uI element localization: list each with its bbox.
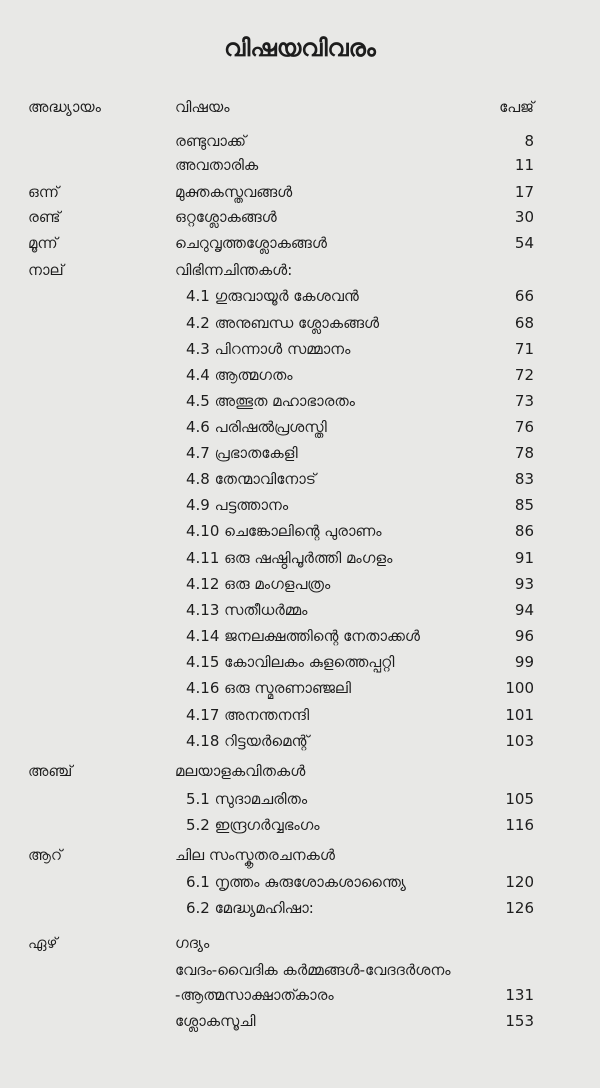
chapter-column-header: അദ്ധ്യായം	[28, 98, 101, 116]
toc-page-number: 8	[524, 132, 534, 150]
toc-title: ഒറ്റശ്ലോകങ്ങൾ	[175, 208, 277, 226]
toc-row	[0, 549, 600, 573]
toc-page-number: 101	[505, 706, 534, 724]
toc-title: ഗദ്യം	[175, 934, 210, 952]
toc-row	[0, 873, 600, 897]
toc-row	[0, 314, 600, 338]
toc-page-number: 66	[514, 287, 534, 305]
toc-page-number: 131	[505, 986, 534, 1004]
toc-row	[0, 575, 600, 599]
page-column-header: പേജ്	[499, 98, 534, 116]
toc-title: 4.18 റിട്ടയർമെന്റ്	[186, 732, 310, 750]
toc-title: 4.8 തേന്മാവിനോട്	[186, 470, 316, 488]
toc-title: 4.12 ഒരു മംഗളപത്രം	[186, 575, 331, 593]
toc-chapter: ഏഴ്	[28, 934, 58, 952]
toc-page-number: 153	[505, 1012, 534, 1030]
toc-title: 4.14 ജനലക്ഷത്തിന്റെ നേതാക്കൾ	[186, 627, 420, 645]
toc-row	[0, 340, 600, 364]
toc-page-number: 99	[514, 653, 534, 671]
toc-row	[0, 1012, 600, 1036]
toc-title: 4.2 അനുബന്ധ ശ്ലോകങ്ങൾ	[186, 314, 380, 332]
toc-row	[0, 653, 600, 677]
toc-row	[0, 156, 600, 180]
toc-row	[0, 496, 600, 520]
toc-title: 6.1 നൃത്തം കുരുശോകശാന്ത്യൈ	[186, 873, 406, 891]
toc-row	[0, 444, 600, 468]
toc-row	[0, 366, 600, 390]
toc-page-number: 54	[514, 234, 534, 252]
toc-chapter: മൂന്ന്	[28, 234, 58, 252]
toc-page-number: 76	[514, 418, 534, 436]
toc-row	[0, 208, 600, 232]
toc-title: 4.15 കോവിലകം കുളത്തെപ്പറ്റി	[186, 653, 395, 671]
toc-row	[0, 986, 600, 1010]
toc-page-number: 126	[505, 899, 534, 917]
toc-page-number: 86	[514, 522, 534, 540]
toc-row	[0, 601, 600, 625]
toc-title: 5.2 ഇന്ദ്രഗർവ്വഭംഗം	[186, 816, 320, 834]
toc-title: മലയാളകവിതകൾ	[175, 762, 306, 780]
toc-row	[0, 132, 600, 156]
toc-page-number: 105	[505, 790, 534, 808]
toc-page-number: 93	[514, 575, 534, 593]
toc-page-number: 71	[514, 340, 534, 358]
toc-title: 4.16 ഒരു സ്മരണാഞ്ജലി	[186, 679, 351, 697]
toc-row	[0, 846, 600, 870]
toc-row	[0, 261, 600, 285]
toc-row	[0, 287, 600, 311]
toc-row	[0, 183, 600, 207]
toc-page-number: 94	[514, 601, 534, 619]
subject-column-header: വിഷയം	[175, 98, 230, 116]
toc-page-number: 11	[514, 156, 534, 174]
toc-row	[0, 706, 600, 730]
toc-title: രണ്ടുവാക്ക്	[175, 132, 247, 150]
toc-row	[0, 470, 600, 494]
toc-title: വേദം-വൈദിക കർമ്മങ്ങൾ-വേദദർശനം	[175, 961, 451, 979]
toc-title: 4.3 പിറന്നാൾ സമ്മാനം	[186, 340, 351, 358]
toc-chapter: ആറ്	[28, 846, 63, 864]
toc-title: വിഭിന്നചിന്തകൾ:	[175, 261, 293, 279]
toc-row	[0, 522, 600, 546]
toc-page-number: 30	[514, 208, 534, 226]
toc-row	[0, 234, 600, 258]
toc-title: ചില സംസ്കൃതരചനകൾ	[175, 846, 335, 864]
toc-page-number: 120	[505, 873, 534, 891]
toc-row	[0, 418, 600, 442]
toc-page-number: 78	[514, 444, 534, 462]
toc-row	[0, 732, 600, 756]
toc-page-number: 17	[514, 183, 534, 201]
toc-page-number: 100	[505, 679, 534, 697]
toc-title: -ആത്മസാക്ഷാത്കാരം	[175, 986, 334, 1004]
toc-row	[0, 899, 600, 923]
toc-title: 4.11 ഒരു ഷഷ്ഠിപൂർത്തി മംഗളം	[186, 549, 393, 567]
toc-row	[0, 392, 600, 416]
toc-title: 4.9 പട്ടത്താനം	[186, 496, 289, 514]
toc-row	[0, 934, 600, 958]
toc-chapter: അഞ്ച്	[28, 762, 73, 780]
toc-title: 4.13 സതീധർമ്മം	[186, 601, 308, 619]
toc-title: ചെറുവൃത്തശ്ലോകങ്ങൾ	[175, 234, 327, 252]
toc-title: അവതാരിക	[175, 156, 259, 174]
toc-title: 4.10 ചെങ്കോലിന്റെ പുരാണം	[186, 522, 382, 540]
page-title: വിഷയവിവരം	[224, 34, 376, 62]
toc-title: 4.4 ആത്മഗതം	[186, 366, 293, 384]
toc-chapter: നാല്	[28, 261, 64, 279]
toc-row	[0, 627, 600, 651]
toc-page-number: 96	[514, 627, 534, 645]
toc-page-number: 103	[505, 732, 534, 750]
toc-chapter: രണ്ട്	[28, 208, 61, 226]
toc-title: 4.7 പ്രഭാതകേളി	[186, 444, 298, 462]
toc-title: 6.2 മേദ്ധ്യമഹിഷാ:	[186, 899, 314, 917]
toc-page-number: 85	[514, 496, 534, 514]
toc-chapter: ഒന്ന്	[28, 183, 59, 201]
toc-title: 5.1 സുദാമചരിതം	[186, 790, 308, 808]
toc-title: 4.17 അനന്തനന്ദി	[186, 706, 310, 724]
toc-page-number: 68	[514, 314, 534, 332]
toc-row	[0, 816, 600, 840]
toc-page-number: 116	[505, 816, 534, 834]
toc-page-number: 83	[514, 470, 534, 488]
toc-title: മുക്തകസ്തവങ്ങൾ	[175, 183, 293, 201]
toc-title: 4.5 അത്ഭുത മഹാഭാരതം	[186, 392, 355, 410]
toc-title: ശ്ലോകസൂചി	[175, 1012, 256, 1030]
toc-page-number: 91	[514, 549, 534, 567]
toc-row	[0, 961, 600, 985]
toc-title: 4.1 ഗുരുവായൂർ കേശവൻ	[186, 287, 359, 305]
toc-page-number: 73	[514, 392, 534, 410]
toc-row	[0, 790, 600, 814]
toc-title: 4.6 പരിഷൽപ്രശസ്തി	[186, 418, 327, 436]
toc-page-number: 72	[514, 366, 534, 384]
toc-row	[0, 679, 600, 703]
toc-row	[0, 762, 600, 786]
